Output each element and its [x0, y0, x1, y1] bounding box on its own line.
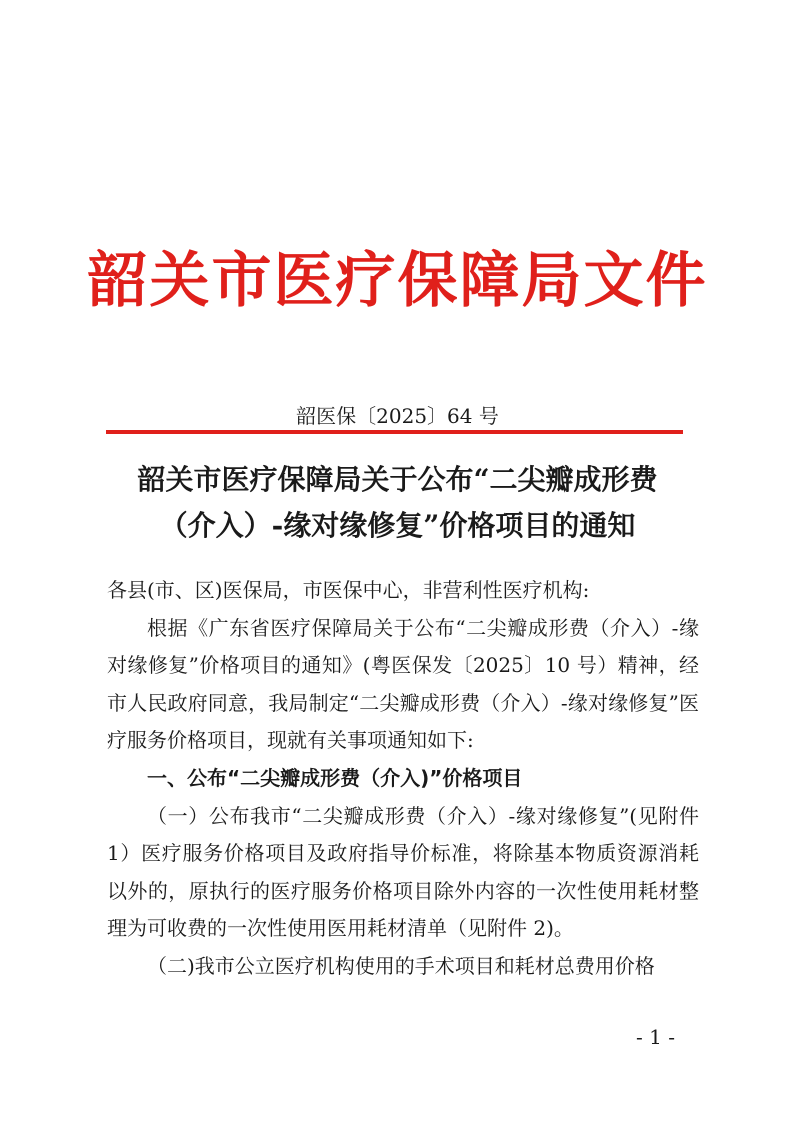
- paragraph-item-2: （二)我市公立医疗机构使用的手术项目和耗材总费用价格: [147, 953, 655, 978]
- notice-body: [107, 572, 699, 986]
- notice-title: [60, 457, 735, 549]
- notice-title-line-1: 韶关市医疗保障局关于公布“二尖瓣成形费: [137, 463, 658, 496]
- document-number: 韶医保〔2025〕64 号: [296, 404, 499, 428]
- red-divider-line: [106, 430, 683, 434]
- notice-title-line-2: （介入）-缘对缘修复”价格项目的通知: [159, 509, 636, 542]
- paragraph-item-1: （一）公布我市“二尖瓣成形费（介入）-缘对缘修复”(见附件 1）医疗服务价格项目及政府指导价标准，将除基本物质资源消耗以外的，原执行的医疗服务价格项目除外内容的一次性使用耗材整理为可收费的一次性使用医用耗材清单（见附件 2)。: [107, 803, 699, 941]
- page-number: - 1 -: [636, 1025, 675, 1049]
- paragraph-basis: 根据《广东省医疗保障局关于公布“二尖瓣成形费（介入）-缘对缘修复”价格项目的通知》(粤医保发〔2025〕10 号）精神，经市人民政府同意，我局制定“二尖瓣成形费（介入）-缘对缘修复”医疗服务价格项目，现就有关事项通知如下:: [107, 615, 699, 753]
- salutation: 各县(市、区)医保局，市医保中心，非营利性医疗机构:: [107, 578, 590, 602]
- document-masthead: 韶关市医疗保障局文件: [87, 246, 708, 316]
- section-heading-1: 一、公布“二尖瓣成形费（介入)”价格项目: [147, 765, 523, 790]
